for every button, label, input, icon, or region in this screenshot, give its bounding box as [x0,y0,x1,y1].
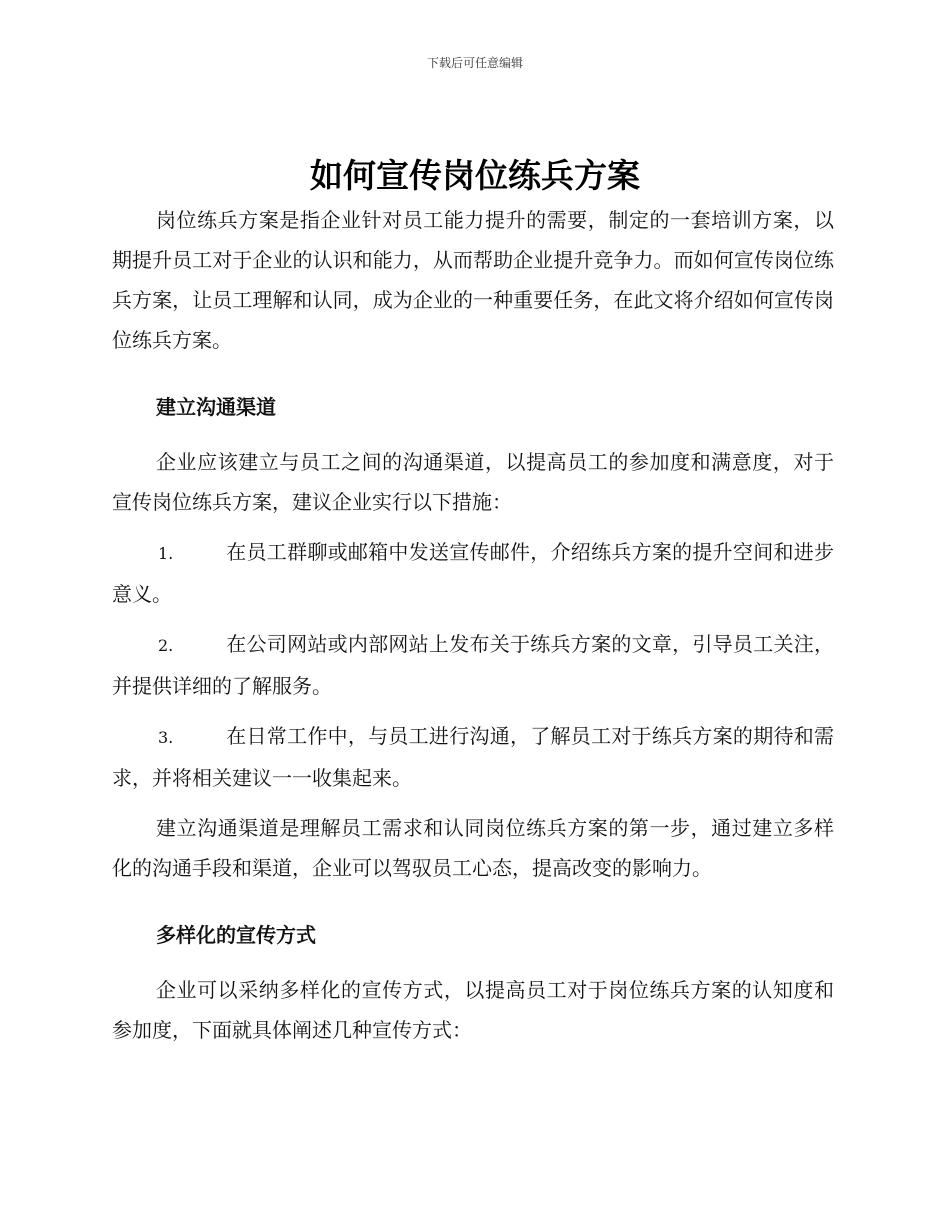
section1-paragraph: 企业应该建立与员工之间的沟通渠道，以提高员工的参加度和满意度，对于宣传岗位练兵方案，建议企业实行以下措施： [112,450,834,514]
list-text: 在公司网站或内部网站上发布关于练兵方案的文章，引导员工关注，并提供详细的了解服务。 [112,632,834,698]
list-item [112,716,834,798]
list-text: 在员工群聊或邮箱中发送宣传邮件，介绍练兵方案的提升空间和进步意义。 [112,540,834,606]
section-heading-diverse-promotion: 多样化的宣传方式 [156,923,316,947]
list-number: 1. [158,544,174,563]
list-item [112,532,834,614]
section1-conclusion-paragraph: 建立沟通渠道是理解员工需求和认同岗位练兵方案的第一步，通过建立多样化的沟通手段和渠道，企业可以驾驭员工心态，提高改变的影响力。 [112,816,834,880]
list-item [112,624,834,706]
section2-paragraph: 企业可以采纳多样化的宣传方式，以提高员工对于岗位练兵方案的认知度和参加度，下面就具体阐述几种宣传方式： [112,978,834,1042]
section-heading-communication: 建立沟通渠道 [156,395,276,419]
document-body [112,200,834,1060]
document-title: 如何宣传岗位练兵方案 [310,156,640,195]
list-text: 在日常工作中，与员工进行沟通，了解员工对于练兵方案的期待和需求，并将相关建议一一收集起来。 [112,724,834,790]
header-note: 下载后可任意编辑 [426,56,523,70]
list-number: 2. [158,636,174,655]
intro-paragraph: 岗位练兵方案是指企业针对员工能力提升的需要，制定的一套培训方案，以期提升员工对于企业的认识和能力，从而帮助企业提升竞争力。而如何宣传岗位练兵方案，让员工理解和认同，成为企业的一种重要任务，在此文将介绍如何宣传岗位练兵方案。 [112,208,834,352]
list-number: 3. [158,728,174,747]
